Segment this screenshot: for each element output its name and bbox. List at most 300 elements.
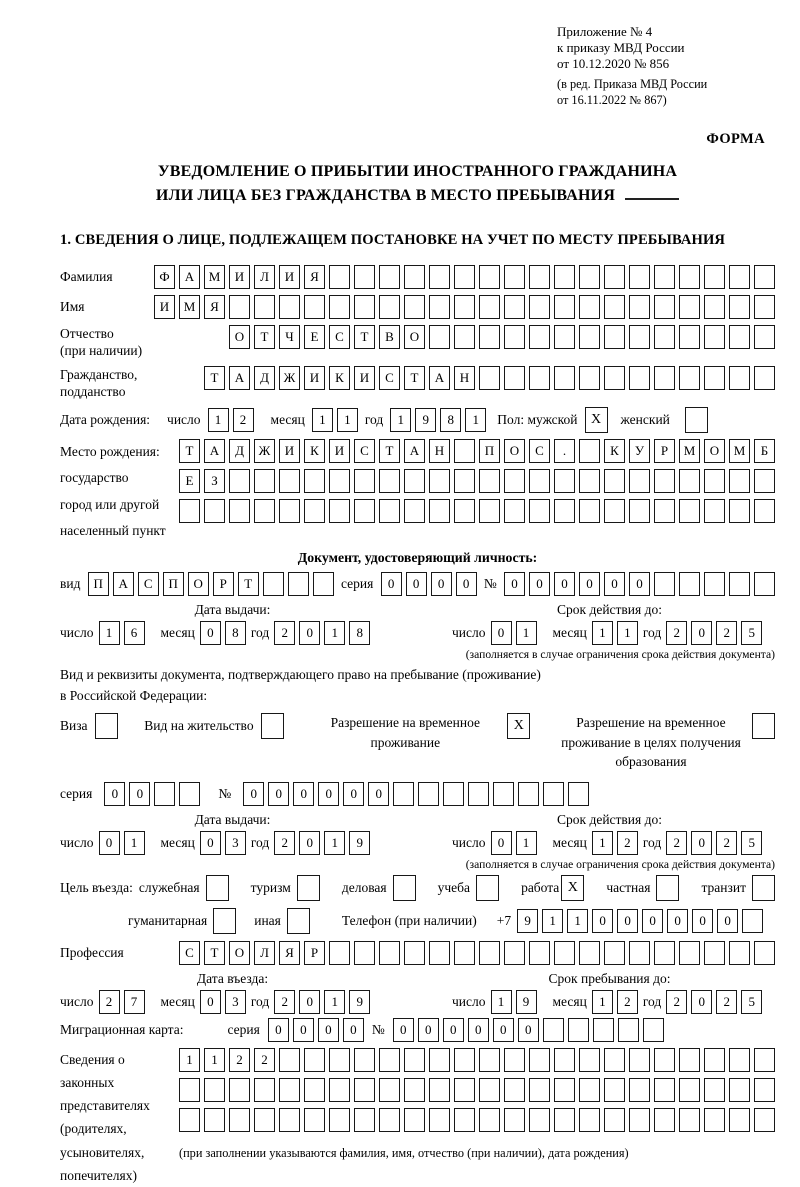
char-cell[interactable]: Ж xyxy=(279,366,300,390)
char-cell[interactable] xyxy=(679,1078,700,1102)
char-cell[interactable]: Т xyxy=(204,941,225,965)
purpose-work-checkbox[interactable]: X xyxy=(561,875,584,901)
char-cell[interactable]: 1 xyxy=(124,831,145,855)
char-cell[interactable]: 2 xyxy=(666,990,687,1014)
char-cell[interactable]: 1 xyxy=(465,408,486,432)
char-cell[interactable] xyxy=(604,265,625,289)
char-cell[interactable] xyxy=(279,1048,300,1072)
char-cell[interactable] xyxy=(529,325,550,349)
char-cell[interactable] xyxy=(454,1108,475,1132)
char-cell[interactable] xyxy=(479,469,500,493)
char-cell[interactable] xyxy=(504,366,525,390)
char-cell[interactable] xyxy=(304,1048,325,1072)
char-cell[interactable] xyxy=(554,1078,575,1102)
char-cell[interactable]: 1 xyxy=(390,408,411,432)
char-cell[interactable] xyxy=(543,1018,564,1042)
char-cell[interactable]: 2 xyxy=(274,990,295,1014)
char-cell[interactable]: 1 xyxy=(491,990,512,1014)
char-cell[interactable] xyxy=(479,941,500,965)
char-cell[interactable] xyxy=(493,782,514,806)
char-cell[interactable]: 0 xyxy=(200,621,221,645)
char-cell[interactable] xyxy=(279,295,300,319)
char-cell[interactable] xyxy=(554,469,575,493)
char-cell[interactable] xyxy=(429,1108,450,1132)
char-cell[interactable]: Б xyxy=(754,439,775,463)
char-cell[interactable] xyxy=(704,1078,725,1102)
char-cell[interactable] xyxy=(754,572,775,596)
char-cell[interactable] xyxy=(529,295,550,319)
char-cell[interactable] xyxy=(179,1108,200,1132)
char-cell[interactable]: 0 xyxy=(491,621,512,645)
char-cell[interactable] xyxy=(529,1078,550,1102)
char-cell[interactable]: Я xyxy=(304,265,325,289)
char-cell[interactable]: Е xyxy=(304,325,325,349)
char-cell[interactable] xyxy=(379,295,400,319)
char-cell[interactable]: Е xyxy=(179,469,200,493)
char-cell[interactable]: 8 xyxy=(225,621,246,645)
char-cell[interactable]: 1 xyxy=(617,621,638,645)
char-cell[interactable] xyxy=(679,366,700,390)
char-cell[interactable] xyxy=(354,469,375,493)
char-cell[interactable]: 2 xyxy=(233,408,254,432)
char-cell[interactable]: 3 xyxy=(225,831,246,855)
char-cell[interactable] xyxy=(404,1078,425,1102)
char-cell[interactable]: 1 xyxy=(312,408,333,432)
char-cell[interactable] xyxy=(404,1108,425,1132)
char-cell[interactable]: 7 xyxy=(124,990,145,1014)
char-cell[interactable]: 0 xyxy=(504,572,525,596)
char-cell[interactable] xyxy=(279,499,300,523)
char-cell[interactable] xyxy=(729,1048,750,1072)
char-cell[interactable]: О xyxy=(188,572,209,596)
char-cell[interactable] xyxy=(704,265,725,289)
char-cell[interactable]: Т xyxy=(204,366,225,390)
char-cell[interactable]: 0 xyxy=(579,572,600,596)
char-cell[interactable]: Т xyxy=(238,572,259,596)
char-cell[interactable] xyxy=(729,295,750,319)
char-cell[interactable] xyxy=(679,1048,700,1072)
char-cell[interactable] xyxy=(604,1078,625,1102)
char-cell[interactable] xyxy=(579,265,600,289)
char-cell[interactable]: 0 xyxy=(456,572,477,596)
char-cell[interactable]: 0 xyxy=(243,782,264,806)
char-cell[interactable]: М xyxy=(179,295,200,319)
char-cell[interactable]: 0 xyxy=(268,1018,289,1042)
char-cell[interactable] xyxy=(593,1018,614,1042)
visa-checkbox[interactable] xyxy=(95,713,118,739)
char-cell[interactable]: С xyxy=(379,366,400,390)
char-cell[interactable]: Р xyxy=(213,572,234,596)
char-cell[interactable] xyxy=(418,782,439,806)
char-cell[interactable]: 0 xyxy=(529,572,550,596)
char-cell[interactable] xyxy=(629,1078,650,1102)
char-cell[interactable]: 2 xyxy=(274,831,295,855)
char-cell[interactable] xyxy=(704,469,725,493)
char-cell[interactable]: Я xyxy=(279,941,300,965)
char-cell[interactable]: М xyxy=(679,439,700,463)
char-cell[interactable] xyxy=(504,499,525,523)
char-cell[interactable]: 2 xyxy=(229,1048,250,1072)
char-cell[interactable] xyxy=(254,1108,275,1132)
purpose-commercial-checkbox[interactable] xyxy=(393,875,416,901)
char-cell[interactable]: А xyxy=(229,366,250,390)
char-cell[interactable] xyxy=(679,941,700,965)
char-cell[interactable] xyxy=(354,499,375,523)
char-cell[interactable] xyxy=(554,1108,575,1132)
char-cell[interactable]: Т xyxy=(179,439,200,463)
char-cell[interactable]: 0 xyxy=(667,909,688,933)
char-cell[interactable]: 0 xyxy=(104,782,125,806)
char-cell[interactable] xyxy=(479,1078,500,1102)
char-cell[interactable]: О xyxy=(704,439,725,463)
purpose-humanitarian-checkbox[interactable] xyxy=(213,908,236,934)
char-cell[interactable] xyxy=(679,572,700,596)
char-cell[interactable] xyxy=(629,941,650,965)
char-cell[interactable] xyxy=(604,941,625,965)
char-cell[interactable]: 1 xyxy=(592,831,613,855)
char-cell[interactable] xyxy=(379,1108,400,1132)
char-cell[interactable] xyxy=(429,941,450,965)
char-cell[interactable] xyxy=(629,1108,650,1132)
char-cell[interactable] xyxy=(379,1078,400,1102)
char-cell[interactable]: 0 xyxy=(99,831,120,855)
char-cell[interactable]: О xyxy=(404,325,425,349)
char-cell[interactable]: К xyxy=(329,366,350,390)
char-cell[interactable] xyxy=(579,469,600,493)
char-cell[interactable]: Т xyxy=(354,325,375,349)
char-cell[interactable] xyxy=(729,499,750,523)
char-cell[interactable] xyxy=(404,265,425,289)
char-cell[interactable] xyxy=(754,1108,775,1132)
purpose-transit-checkbox[interactable] xyxy=(752,875,775,901)
char-cell[interactable]: 0 xyxy=(293,782,314,806)
char-cell[interactable] xyxy=(529,469,550,493)
char-cell[interactable]: 1 xyxy=(324,831,345,855)
char-cell[interactable] xyxy=(518,782,539,806)
char-cell[interactable] xyxy=(379,941,400,965)
char-cell[interactable]: 1 xyxy=(324,990,345,1014)
char-cell[interactable] xyxy=(579,499,600,523)
char-cell[interactable] xyxy=(554,941,575,965)
char-cell[interactable] xyxy=(329,265,350,289)
char-cell[interactable] xyxy=(629,469,650,493)
char-cell[interactable] xyxy=(568,782,589,806)
char-cell[interactable] xyxy=(479,366,500,390)
char-cell[interactable]: 1 xyxy=(337,408,358,432)
char-cell[interactable] xyxy=(654,1048,675,1072)
char-cell[interactable] xyxy=(304,1078,325,1102)
char-cell[interactable]: И xyxy=(229,265,250,289)
char-cell[interactable]: 0 xyxy=(200,990,221,1014)
char-cell[interactable]: 0 xyxy=(299,831,320,855)
char-cell[interactable]: 0 xyxy=(443,1018,464,1042)
char-cell[interactable] xyxy=(754,1078,775,1102)
char-cell[interactable] xyxy=(329,469,350,493)
char-cell[interactable] xyxy=(554,499,575,523)
char-cell[interactable]: 0 xyxy=(393,1018,414,1042)
char-cell[interactable] xyxy=(429,1078,450,1102)
char-cell[interactable]: 0 xyxy=(468,1018,489,1042)
char-cell[interactable]: П xyxy=(163,572,184,596)
char-cell[interactable] xyxy=(454,325,475,349)
char-cell[interactable]: 0 xyxy=(318,782,339,806)
gender-male-checkbox[interactable]: X xyxy=(585,407,608,433)
char-cell[interactable] xyxy=(629,499,650,523)
char-cell[interactable]: 0 xyxy=(381,572,402,596)
char-cell[interactable]: 0 xyxy=(491,831,512,855)
char-cell[interactable]: 0 xyxy=(692,909,713,933)
char-cell[interactable] xyxy=(579,439,600,463)
char-cell[interactable]: 1 xyxy=(516,831,537,855)
char-cell[interactable] xyxy=(754,366,775,390)
char-cell[interactable]: 1 xyxy=(324,621,345,645)
char-cell[interactable] xyxy=(604,366,625,390)
char-cell[interactable] xyxy=(679,265,700,289)
char-cell[interactable] xyxy=(263,572,284,596)
char-cell[interactable]: 0 xyxy=(691,831,712,855)
char-cell[interactable]: 9 xyxy=(349,990,370,1014)
char-cell[interactable] xyxy=(454,941,475,965)
char-cell[interactable]: 0 xyxy=(554,572,575,596)
temp-residence-checkbox[interactable]: X xyxy=(507,713,530,739)
char-cell[interactable]: Л xyxy=(254,265,275,289)
char-cell[interactable]: 2 xyxy=(99,990,120,1014)
char-cell[interactable]: 2 xyxy=(617,990,638,1014)
char-cell[interactable]: 8 xyxy=(440,408,461,432)
char-cell[interactable] xyxy=(679,499,700,523)
char-cell[interactable] xyxy=(329,499,350,523)
char-cell[interactable] xyxy=(304,295,325,319)
char-cell[interactable]: 0 xyxy=(691,990,712,1014)
char-cell[interactable] xyxy=(154,782,175,806)
char-cell[interactable] xyxy=(604,295,625,319)
char-cell[interactable] xyxy=(479,499,500,523)
char-cell[interactable] xyxy=(354,295,375,319)
char-cell[interactable] xyxy=(529,1108,550,1132)
char-cell[interactable]: 5 xyxy=(741,831,762,855)
char-cell[interactable]: О xyxy=(229,941,250,965)
char-cell[interactable] xyxy=(654,265,675,289)
char-cell[interactable]: С xyxy=(529,439,550,463)
char-cell[interactable]: 0 xyxy=(318,1018,339,1042)
char-cell[interactable] xyxy=(329,1048,350,1072)
char-cell[interactable]: А xyxy=(179,265,200,289)
char-cell[interactable] xyxy=(679,1108,700,1132)
char-cell[interactable] xyxy=(704,325,725,349)
char-cell[interactable]: 0 xyxy=(343,782,364,806)
char-cell[interactable] xyxy=(504,1108,525,1132)
char-cell[interactable] xyxy=(479,1048,500,1072)
char-cell[interactable] xyxy=(229,295,250,319)
char-cell[interactable] xyxy=(729,1078,750,1102)
char-cell[interactable] xyxy=(704,941,725,965)
char-cell[interactable]: М xyxy=(204,265,225,289)
char-cell[interactable]: С xyxy=(179,941,200,965)
char-cell[interactable]: З xyxy=(204,469,225,493)
char-cell[interactable] xyxy=(179,1078,200,1102)
char-cell[interactable]: 2 xyxy=(617,831,638,855)
char-cell[interactable] xyxy=(329,1108,350,1132)
char-cell[interactable] xyxy=(554,366,575,390)
char-cell[interactable] xyxy=(554,265,575,289)
char-cell[interactable] xyxy=(729,1108,750,1132)
char-cell[interactable] xyxy=(579,941,600,965)
char-cell[interactable]: Н xyxy=(429,439,450,463)
char-cell[interactable]: Д xyxy=(229,439,250,463)
char-cell[interactable] xyxy=(429,295,450,319)
char-cell[interactable] xyxy=(729,366,750,390)
char-cell[interactable]: П xyxy=(88,572,109,596)
char-cell[interactable] xyxy=(429,499,450,523)
char-cell[interactable]: Р xyxy=(654,439,675,463)
char-cell[interactable] xyxy=(229,1108,250,1132)
char-cell[interactable] xyxy=(504,295,525,319)
char-cell[interactable]: 2 xyxy=(666,831,687,855)
char-cell[interactable] xyxy=(254,469,275,493)
char-cell[interactable] xyxy=(504,1048,525,1072)
char-cell[interactable] xyxy=(568,1018,589,1042)
char-cell[interactable] xyxy=(754,1048,775,1072)
char-cell[interactable]: 1 xyxy=(99,621,120,645)
char-cell[interactable] xyxy=(604,499,625,523)
char-cell[interactable] xyxy=(604,325,625,349)
purpose-study-checkbox[interactable] xyxy=(476,875,499,901)
char-cell[interactable] xyxy=(579,366,600,390)
char-cell[interactable]: 0 xyxy=(418,1018,439,1042)
char-cell[interactable] xyxy=(704,1108,725,1132)
char-cell[interactable] xyxy=(654,499,675,523)
char-cell[interactable] xyxy=(629,265,650,289)
char-cell[interactable]: А xyxy=(113,572,134,596)
char-cell[interactable]: О xyxy=(504,439,525,463)
char-cell[interactable] xyxy=(404,295,425,319)
char-cell[interactable]: Ч xyxy=(279,325,300,349)
char-cell[interactable] xyxy=(654,1078,675,1102)
char-cell[interactable] xyxy=(204,1108,225,1132)
char-cell[interactable]: 0 xyxy=(717,909,738,933)
char-cell[interactable]: 5 xyxy=(741,621,762,645)
char-cell[interactable]: 0 xyxy=(629,572,650,596)
char-cell[interactable] xyxy=(454,499,475,523)
char-cell[interactable]: Д xyxy=(254,366,275,390)
char-cell[interactable] xyxy=(279,1078,300,1102)
char-cell[interactable]: 0 xyxy=(200,831,221,855)
char-cell[interactable] xyxy=(254,499,275,523)
char-cell[interactable] xyxy=(379,265,400,289)
char-cell[interactable]: 6 xyxy=(124,621,145,645)
char-cell[interactable] xyxy=(204,1078,225,1102)
char-cell[interactable] xyxy=(404,499,425,523)
char-cell[interactable]: Н xyxy=(454,366,475,390)
char-cell[interactable]: А xyxy=(404,439,425,463)
char-cell[interactable] xyxy=(529,941,550,965)
char-cell[interactable] xyxy=(204,499,225,523)
char-cell[interactable]: 0 xyxy=(299,621,320,645)
char-cell[interactable] xyxy=(554,1048,575,1072)
char-cell[interactable] xyxy=(279,1108,300,1132)
char-cell[interactable]: П xyxy=(479,439,500,463)
char-cell[interactable] xyxy=(304,469,325,493)
char-cell[interactable] xyxy=(454,439,475,463)
char-cell[interactable] xyxy=(704,572,725,596)
char-cell[interactable]: У xyxy=(629,439,650,463)
char-cell[interactable] xyxy=(729,572,750,596)
char-cell[interactable] xyxy=(354,1108,375,1132)
char-cell[interactable]: 0 xyxy=(129,782,150,806)
char-cell[interactable] xyxy=(679,325,700,349)
char-cell[interactable]: 0 xyxy=(518,1018,539,1042)
char-cell[interactable]: 0 xyxy=(604,572,625,596)
char-cell[interactable]: 0 xyxy=(642,909,663,933)
char-cell[interactable]: 1 xyxy=(542,909,563,933)
char-cell[interactable]: 1 xyxy=(516,621,537,645)
char-cell[interactable] xyxy=(754,295,775,319)
char-cell[interactable]: 9 xyxy=(516,990,537,1014)
char-cell[interactable] xyxy=(404,1048,425,1072)
char-cell[interactable] xyxy=(454,265,475,289)
char-cell[interactable] xyxy=(479,265,500,289)
char-cell[interactable] xyxy=(404,469,425,493)
char-cell[interactable]: И xyxy=(279,439,300,463)
char-cell[interactable] xyxy=(618,1018,639,1042)
char-cell[interactable] xyxy=(454,469,475,493)
char-cell[interactable]: М xyxy=(729,439,750,463)
char-cell[interactable] xyxy=(279,469,300,493)
char-cell[interactable] xyxy=(229,1078,250,1102)
char-cell[interactable] xyxy=(704,499,725,523)
char-cell[interactable]: Т xyxy=(404,366,425,390)
char-cell[interactable] xyxy=(754,469,775,493)
char-cell[interactable] xyxy=(429,469,450,493)
char-cell[interactable] xyxy=(504,265,525,289)
char-cell[interactable]: 3 xyxy=(225,990,246,1014)
char-cell[interactable] xyxy=(379,499,400,523)
char-cell[interactable] xyxy=(654,295,675,319)
char-cell[interactable]: 9 xyxy=(517,909,538,933)
char-cell[interactable] xyxy=(229,499,250,523)
char-cell[interactable]: 0 xyxy=(299,990,320,1014)
char-cell[interactable]: 2 xyxy=(666,621,687,645)
char-cell[interactable]: 2 xyxy=(716,621,737,645)
char-cell[interactable]: И xyxy=(329,439,350,463)
char-cell[interactable] xyxy=(529,265,550,289)
char-cell[interactable] xyxy=(704,366,725,390)
char-cell[interactable] xyxy=(704,295,725,319)
char-cell[interactable] xyxy=(629,325,650,349)
char-cell[interactable] xyxy=(654,469,675,493)
char-cell[interactable] xyxy=(729,469,750,493)
char-cell[interactable] xyxy=(429,265,450,289)
purpose-other-checkbox[interactable] xyxy=(287,908,310,934)
char-cell[interactable] xyxy=(554,325,575,349)
char-cell[interactable]: 9 xyxy=(349,831,370,855)
char-cell[interactable] xyxy=(579,1108,600,1132)
char-cell[interactable] xyxy=(654,1108,675,1132)
char-cell[interactable] xyxy=(313,572,334,596)
char-cell[interactable] xyxy=(443,782,464,806)
char-cell[interactable] xyxy=(304,1108,325,1132)
char-cell[interactable] xyxy=(479,1108,500,1132)
char-cell[interactable]: Р xyxy=(304,941,325,965)
char-cell[interactable]: 0 xyxy=(343,1018,364,1042)
char-cell[interactable]: И xyxy=(354,366,375,390)
char-cell[interactable] xyxy=(329,295,350,319)
char-cell[interactable]: В xyxy=(379,325,400,349)
char-cell[interactable]: К xyxy=(304,439,325,463)
char-cell[interactable]: Ж xyxy=(254,439,275,463)
char-cell[interactable] xyxy=(654,366,675,390)
char-cell[interactable]: Т xyxy=(379,439,400,463)
